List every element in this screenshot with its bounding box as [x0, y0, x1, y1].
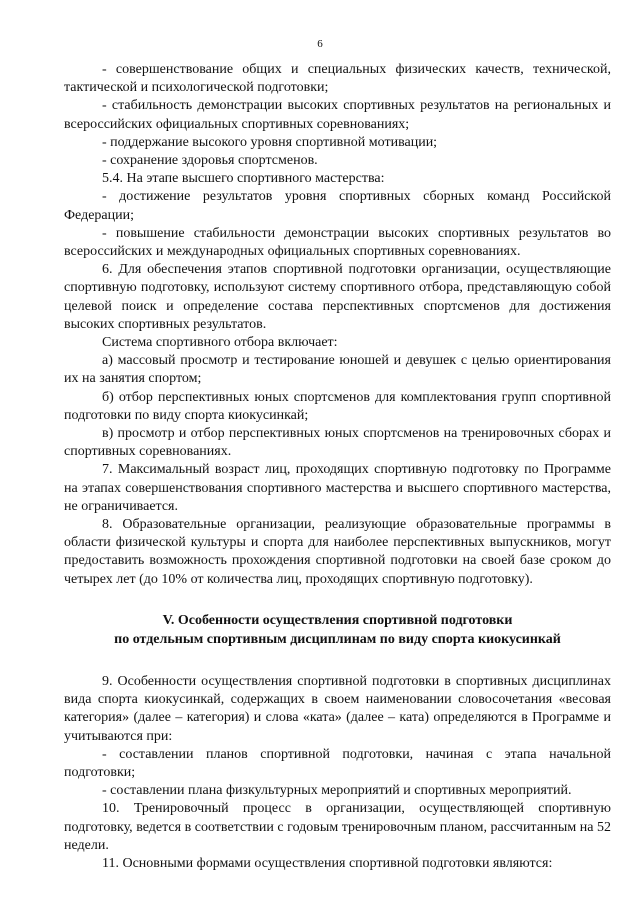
document-body: [64, 61, 611, 873]
paragraph: - совершенствование общих и специальных физических качеств, технической, тактической и психологической подготовки;: [64, 62, 611, 96]
paragraph: 9. Особенности осуществления спортивной подготовки в спортивных дисциплинах вида спорта киокусинкай, содержащих в своем наименовании словосочетания «весовая категория» (далее – категория) и слова «ката» (далее – ката) определяются в Программе и учитываются при:: [64, 673, 611, 744]
paragraph: 6. Для обеспечения этапов спортивной подготовки организации, осуществляющие спортивную подготовку, используют систему спортивного отбора, представляющую собой целевой поиск и определение состава перспективных спортсменов для достижения высоких спортивных результатов.: [64, 262, 611, 332]
paragraph: - поддержание высокого уровня спортивной мотивации;: [102, 134, 438, 150]
paragraph: 10. Тренировочный процесс в организации, осуществляющей спортивную подготовку, ведется в соответствии с годовым тренировочным планом, рассчитанным на 52 недели.: [64, 801, 611, 853]
paragraph: - составлении планов спортивной подготовки, начиная с этапа начальной подготовки;: [64, 746, 611, 780]
section-heading-line: по отдельным спортивным дисциплинам по виду спорта киокусинкай: [114, 631, 561, 647]
paragraph: - сохранение здоровья спортсменов.: [102, 153, 318, 169]
paragraph: 7. Максимальный возраст лиц, проходящих спортивную подготовку по Программе на этапах совершенствования спортивного мастерства и высшего спортивного мастерства, не ограничивается.: [64, 462, 611, 514]
paragraph: 11. Основными формами осуществления спортивной подготовки являются:: [102, 855, 553, 871]
paragraph: 8. Образовательные организации, реализующие образовательные программы в области физической культуры и спорта для наиболее перспективных выпускников, могут предоставить возможность прохождения спортивной подготовки на своей базе сроком до четырех лет (до 10% от количества лиц, проходящих спортивную подготовку).: [64, 517, 611, 587]
paragraph: б) отбор перспективных юных спортсменов для комплектования групп спортивной подготовки по виду спорта киокусинкай;: [64, 389, 611, 423]
paragraph: - составлении плана физкультурных мероприятий и спортивных мероприятий.: [102, 783, 572, 799]
paragraph: в) просмотр и отбор перспективных юных спортсменов на тренировочных сборах и спортивных соревнованиях.: [64, 426, 611, 460]
paragraph: - достижение результатов уровня спортивных сборных команд Российской Федерации;: [64, 189, 611, 223]
section-heading: [64, 611, 611, 649]
paragraph: 5.4. На этапе высшего спортивного мастерства:: [102, 171, 385, 187]
paragraph: - стабильность демонстрации высоких спортивных результатов на региональных и всероссийских официальных спортивных соревнованиях;: [64, 98, 611, 132]
paragraph: - повышение стабильности демонстрации высоких спортивных результатов во всероссийских и международных официальных спортивных соревнованиях.: [64, 225, 611, 260]
paragraph: а) массовый просмотр и тестирование юношей и девушек с целью ориентирования их на занятия спортом;: [64, 353, 611, 387]
page-number: 6: [317, 38, 323, 50]
paragraph: Система спортивного отбора включает:: [102, 335, 338, 351]
section-heading-line: V. Особенности осуществления спортивной подготовки: [162, 612, 513, 628]
